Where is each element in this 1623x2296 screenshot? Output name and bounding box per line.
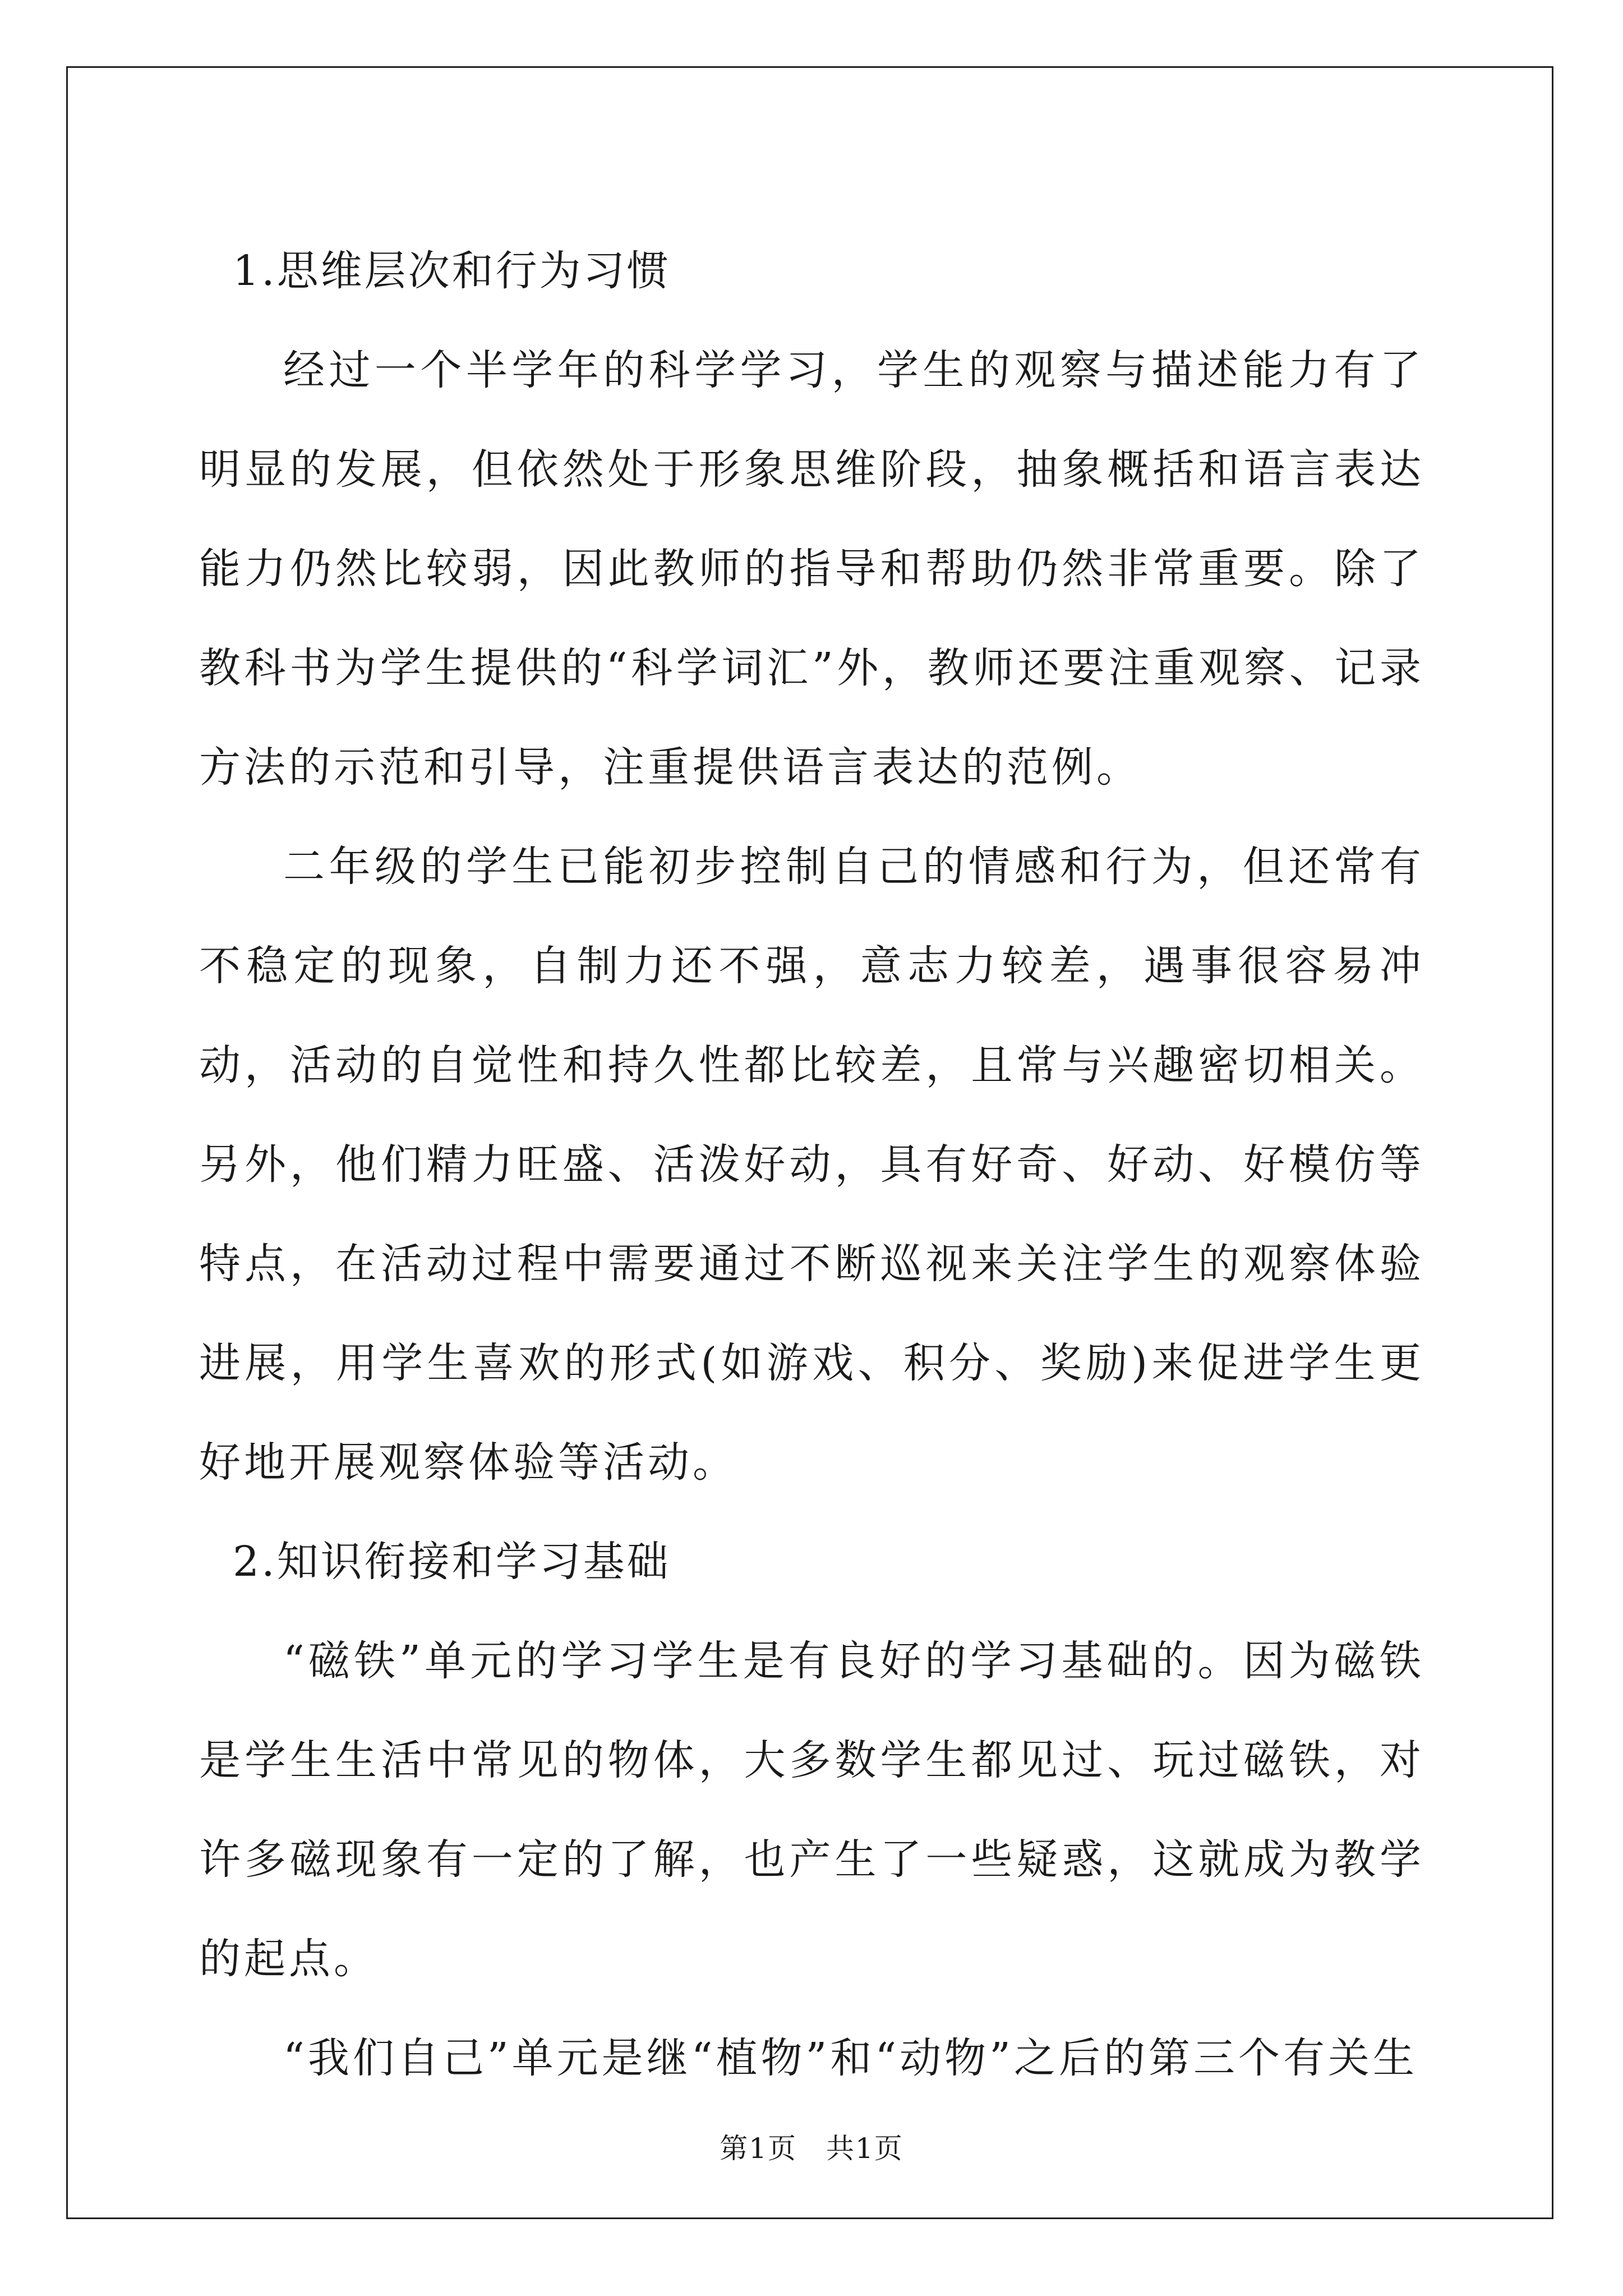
body-paragraph-3: “磁铁”单元的学习学生是有良好的学习基础的。因为磁铁是学生生活中常见的物体，大多数学生都见过、玩过磁铁，对许多磁现象有一定的了解，也产生了一些疑惑，这就成为教学的起点。 xyxy=(199,1637,1424,1983)
page-footer: 第1页 共1页 xyxy=(720,2132,903,2165)
section-heading-2: 2.知识衔接和学习基础 xyxy=(233,1538,671,1586)
body-paragraph-1: 经过一个半学年的科学学习，学生的观察与描述能力有了明显的发展，但依然处于形象思维阶段，抽象概括和语言表达能力仍然比较弱，因此教师的指导和帮助仍然非常重要。除了教科书为学生提供的“科学词汇”外，教师还要注重观察、记录方法的示范和引导，注重提供语言表达的范例。 xyxy=(199,346,1424,792)
document-body xyxy=(199,222,1424,2108)
section-heading-1: 1.思维层次和行为习惯 xyxy=(233,247,671,295)
body-paragraph-4: “我们自己”单元是继“植物”和“动物”之后的第三个有关生 xyxy=(283,2034,1418,2082)
body-paragraph-2: 二年级的学生已能初步控制自己的情感和行为，但还常有不稳定的现象，自制力还不强，意志力较差，遇事很容易冲动，活动的自觉性和持久性都比较差，且常与兴趣密切相关。另外，他们精力旺盛、活泼好动，具有好奇、好动、好模仿等特点，在活动过程中需要通过不断巡视来关注学生的观察体验进展，用学生喜欢的形式(如游戏、积分、奖励)来促进学生更好地开展观察体验等活动。 xyxy=(199,843,1424,1487)
